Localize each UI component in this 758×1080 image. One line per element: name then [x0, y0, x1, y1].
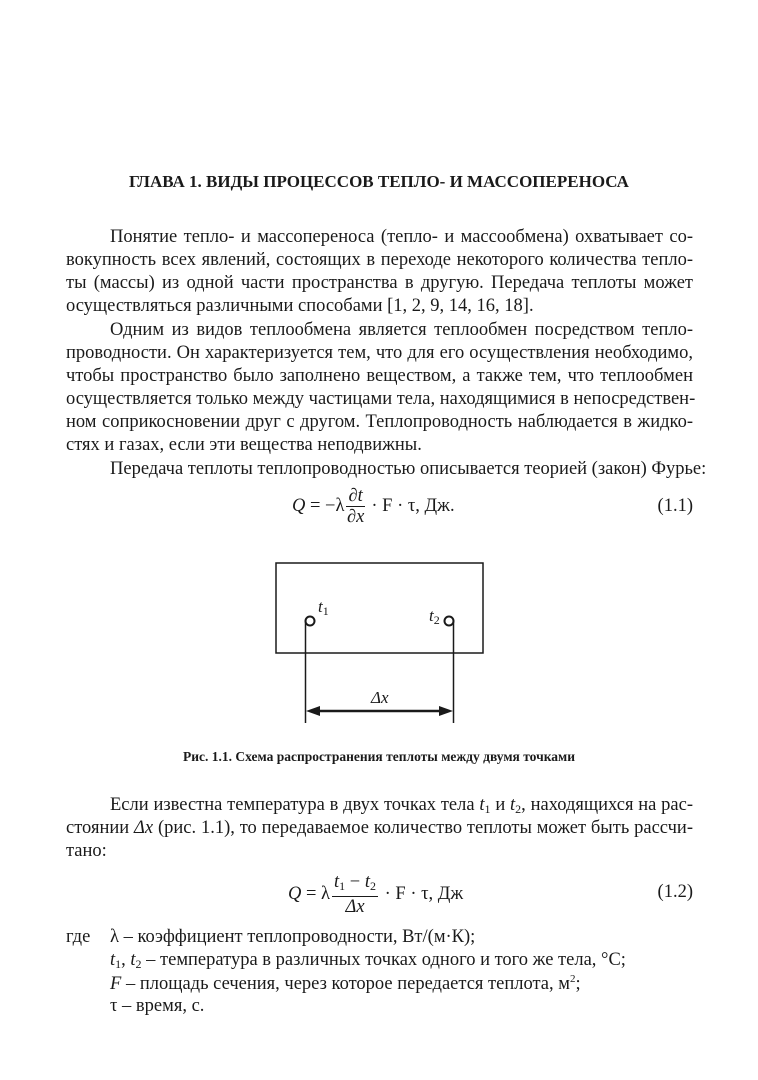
arrow-head-left — [306, 706, 320, 716]
definition-t: $t_1$, $t_2$ – температура в различных точках одного и того же тела, °С; — [110, 950, 626, 971]
equation-number: (1.1) — [657, 496, 693, 516]
text-line: Передача теплоты теплопроводностью описывается теорией (закон) Фурье: — [110, 459, 707, 479]
definition-lambda: λ – коэффициент теплопроводности, Вт/(м·К); — [110, 927, 476, 947]
label-dx: Δx — [371, 688, 389, 707]
point-t1 — [306, 617, 315, 626]
text-line: стях и газах, если эти вещества неподвижны. — [66, 435, 422, 455]
label-t2: $t_2$ — [429, 606, 440, 627]
text-line: Одним из видов теплообмена является теплообмен посредством тепло- — [110, 320, 693, 340]
text-line: вокупность всех явлений, состоящих в переходе некоторого количества тепло- — [66, 250, 693, 270]
text-line: осуществляется только между частицами тела, находящимися в непосредствен- — [66, 389, 696, 409]
text-line: проводности. Он характеризуется тем, что для его осуществления необходимо, — [66, 343, 693, 363]
text-line: стоянии Δx (рис. 1.1), то передаваемое количество теплоты может быть рассчи- — [66, 818, 693, 838]
chapter-heading: ГЛАВА 1. ВИДЫ ПРОЦЕССОВ ТЕПЛО- И МАССОПЕРЕНОСА — [129, 172, 629, 191]
label-t1: $t_1$ — [318, 597, 329, 618]
text-line: ном соприкосновении друг с другом. Теплопроводность наблюдается в жидко- — [66, 412, 693, 432]
text-line: ты (массы) из одной части пространства в другую. Передача теплоты может — [66, 273, 693, 293]
text-line: Понятие тепло- и массопереноса (тепло- и массообмена) охватывает со- — [110, 227, 693, 247]
point-t2 — [445, 617, 454, 626]
where-label: где — [66, 927, 91, 947]
text-line: тано: — [66, 841, 107, 861]
body-rect — [276, 563, 483, 653]
equation-number: (1.2) — [657, 882, 693, 902]
definition-f: F – площадь сечения, через которое передается теплота, $м^2$; — [110, 973, 581, 995]
equation-1-2: Q = λ $\frac{t_1 - t_2}{\Delta x}$ · F · τ, Дж — [288, 872, 464, 917]
text-line: осуществляться различными способами [1, 2, 9, 14, 16, 18]. — [66, 296, 534, 316]
text-line: чтобы пространство было заполнено веществом, а также тем, что теплообмен — [66, 366, 693, 386]
equation-1-1: Q = −λ $\frac{\partial t}{\partial x}$ · F · τ, Дж. — [292, 486, 455, 527]
arrow-head-right — [439, 706, 453, 716]
figure-caption: Рис. 1.1. Схема распространения теплоты между двумя точками — [182, 749, 575, 764]
text-line: Если известна температура в двух точках тела $t_1$ и $t_2$, находящихся на рас- — [110, 795, 693, 816]
definition-tau: τ – время, с. — [110, 996, 205, 1016]
